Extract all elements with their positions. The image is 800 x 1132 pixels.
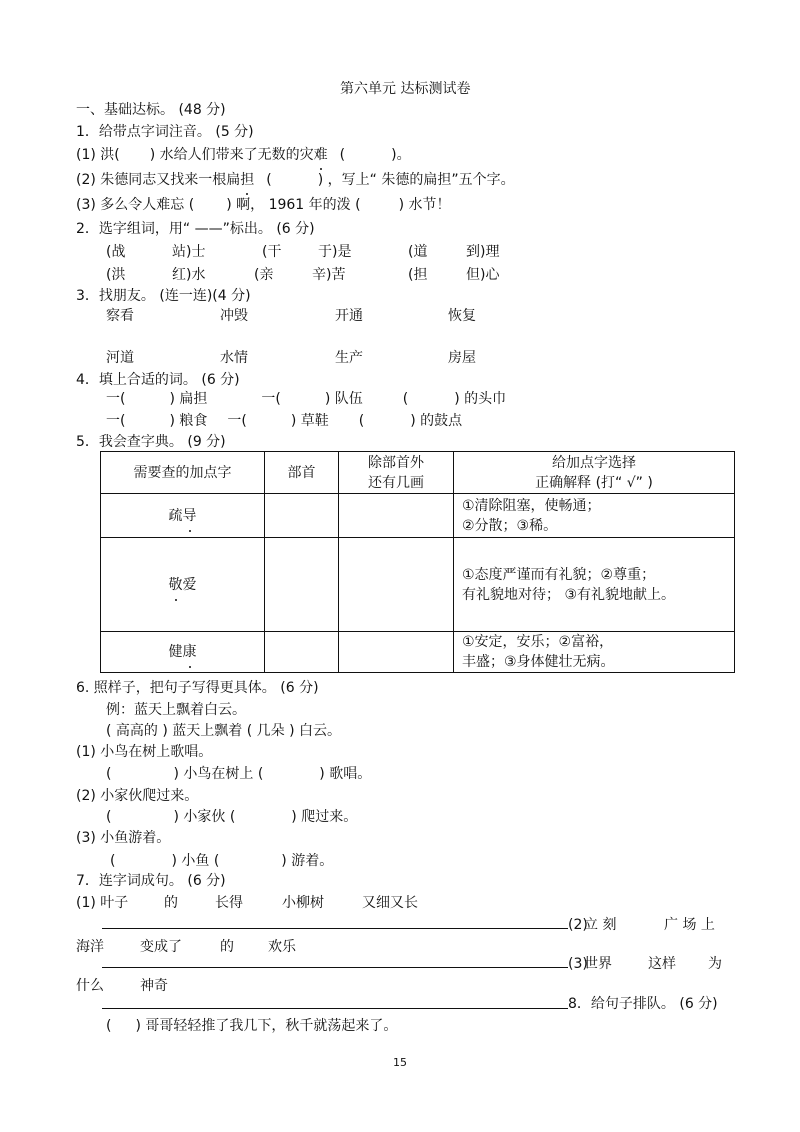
word-item: (1) 叶子: [76, 895, 129, 911]
table-header: 除部首外 还有几画: [339, 452, 454, 494]
page-title: 第六单元 达标测试卷: [340, 81, 471, 97]
match-word: 察看: [106, 308, 134, 324]
answer-cell[interactable]: [339, 494, 454, 538]
q2-choice: 但)心: [466, 267, 500, 283]
word-item: 为: [708, 956, 722, 972]
dotted-char: 康: [182, 644, 197, 660]
sentence: (3) 小鱼游着。: [76, 830, 171, 846]
q1-line2: (2) 朱德同志又找来一根扁担 ( ) ，写上“ 朱德的扁担”五个字。: [76, 172, 515, 188]
q4-row: 一( ) 粮食 一( ) 草鞋 ( ) 的鼓点: [106, 413, 463, 429]
q2-choice: (干: [262, 244, 282, 260]
dotted-char: 敬: [168, 576, 183, 593]
example-line: 例：蓝天上飘着白云。: [106, 702, 246, 718]
q4-row: 一( ) 扁担 一( ) 队伍 ( ) 的头巾: [106, 391, 507, 407]
answer-cell[interactable]: [339, 632, 454, 673]
sentence: (1) 小鸟在树上歌唱。: [76, 744, 213, 760]
word-item: 变成了: [140, 939, 182, 955]
word-item: 立 刻: [584, 917, 617, 933]
dotted-char: 难: [313, 147, 328, 163]
sentence: (2) 小家伙爬过来。: [76, 788, 199, 804]
q8-heading: 8．给句子排队。 (6 分): [568, 996, 718, 1012]
answer-cell[interactable]: [265, 632, 339, 673]
answer-cell[interactable]: [265, 538, 339, 632]
answer-cell[interactable]: [339, 538, 454, 632]
match-word: 冲毁: [220, 308, 248, 324]
word-item: 长得: [215, 895, 243, 911]
q1-heading: 1．给带点字词注音。 (5 分): [76, 124, 254, 140]
definition-options: ①安定，安乐；②富裕， 丰盛；③身体健壮无病。: [454, 632, 735, 673]
word-item: 世界: [584, 956, 612, 972]
item-number: (2): [568, 917, 588, 933]
dotted-char: 担: [240, 172, 255, 188]
word-item: 广 场 上: [664, 917, 715, 933]
answer-line[interactable]: [102, 1008, 568, 1009]
q1-line1: (1) 洪( ) 水给人们带来了无数的灾难 ( )。: [76, 147, 411, 163]
answer-line[interactable]: [102, 967, 568, 968]
table-row: [101, 494, 735, 538]
section-heading: 一、基础达标。 (48 分): [76, 102, 226, 118]
dotted-char: 导: [182, 507, 197, 524]
definition-options: ①态度严谨而有礼貌；②尊重； 有礼貌地对待； ③有礼貌地献上。: [454, 538, 735, 632]
q3-heading: 3．找朋友。 (连一连)(4 分): [76, 288, 251, 304]
match-word: 房屋: [448, 350, 476, 366]
word-item: 的: [220, 939, 234, 955]
table-header: 部首: [265, 452, 339, 494]
word-item: 这样: [648, 956, 676, 972]
sentence-fill: ( ) 小鱼 ( ) 游着。: [110, 853, 334, 869]
word-item: 什么: [76, 978, 104, 994]
lookup-word: 疏导: [101, 494, 265, 538]
table-row: [101, 538, 735, 632]
q2-choice: 红)水: [172, 267, 206, 283]
sentence-fill: ( ) 小鸟在树上 ( ) 歌唱。: [106, 766, 372, 782]
answer-cell[interactable]: [265, 494, 339, 538]
match-word: 生产: [335, 350, 363, 366]
table-header: 给加点字选择 正确解释 (打“ √” ): [454, 452, 735, 494]
q4-heading: 4．填上合适的词。 (6 分): [76, 372, 240, 388]
table-header: 需要查的加点字: [101, 452, 265, 494]
q6-heading: 6. 照样子，把句子写得更具体。 (6 分): [76, 680, 319, 696]
sentence-fill: ( ) 哥哥轻轻推了我几下，秋千就荡起来了。: [106, 1018, 398, 1034]
match-word: 水情: [220, 350, 248, 366]
q1-line3: (3) 多么令人难忘 ( ) 啊， 1961 年的泼 ( ) 水节！: [76, 197, 451, 213]
match-word: 开通: [335, 308, 363, 324]
word-item: 海洋: [76, 939, 104, 955]
q2-heading: 2．选字组词，用“ ——”标出。 (6 分): [76, 221, 315, 237]
word-item: 神奇: [140, 978, 168, 994]
match-word: 恢复: [448, 308, 476, 324]
item-number: (3): [568, 956, 588, 972]
answer-line[interactable]: [102, 928, 568, 929]
lookup-word: 敬爱: [101, 538, 265, 632]
q2-choice: 于)是: [318, 244, 352, 260]
q2-choice: 站)士: [172, 244, 206, 260]
dictionary-table: [100, 451, 735, 673]
q2-choice: (担: [408, 267, 428, 283]
q7-heading: 7．连字词成句。 (6 分): [76, 873, 226, 889]
q5-heading: 5．我会查字典。 (9 分): [76, 434, 226, 450]
lookup-word: 健康: [101, 632, 265, 673]
sentence-fill: ( ) 小家伙 ( ) 爬过来。: [106, 809, 358, 825]
word-item: 的: [164, 895, 178, 911]
q2-choice: (道: [408, 244, 428, 260]
word-item: 又细又长: [362, 895, 418, 911]
page-number: 15: [393, 1056, 407, 1069]
match-word: 河道: [106, 350, 134, 366]
example-line: ( 高高的 ) 蓝天上飘着 ( 几朵 ) 白云。: [106, 723, 341, 739]
word-item: 小柳树: [282, 895, 324, 911]
q2-choice: (战: [106, 244, 126, 260]
q2-choice: (亲: [254, 267, 274, 283]
q2-choice: 辛)苦: [312, 267, 346, 283]
word-item: 欢乐: [268, 939, 296, 955]
definition-options: ①清除阻塞，使畅通； ②分散；③稀。: [454, 494, 735, 538]
q2-choice: 到)理: [466, 244, 500, 260]
table-row: [101, 632, 735, 673]
q2-choice: (洪: [106, 267, 126, 283]
